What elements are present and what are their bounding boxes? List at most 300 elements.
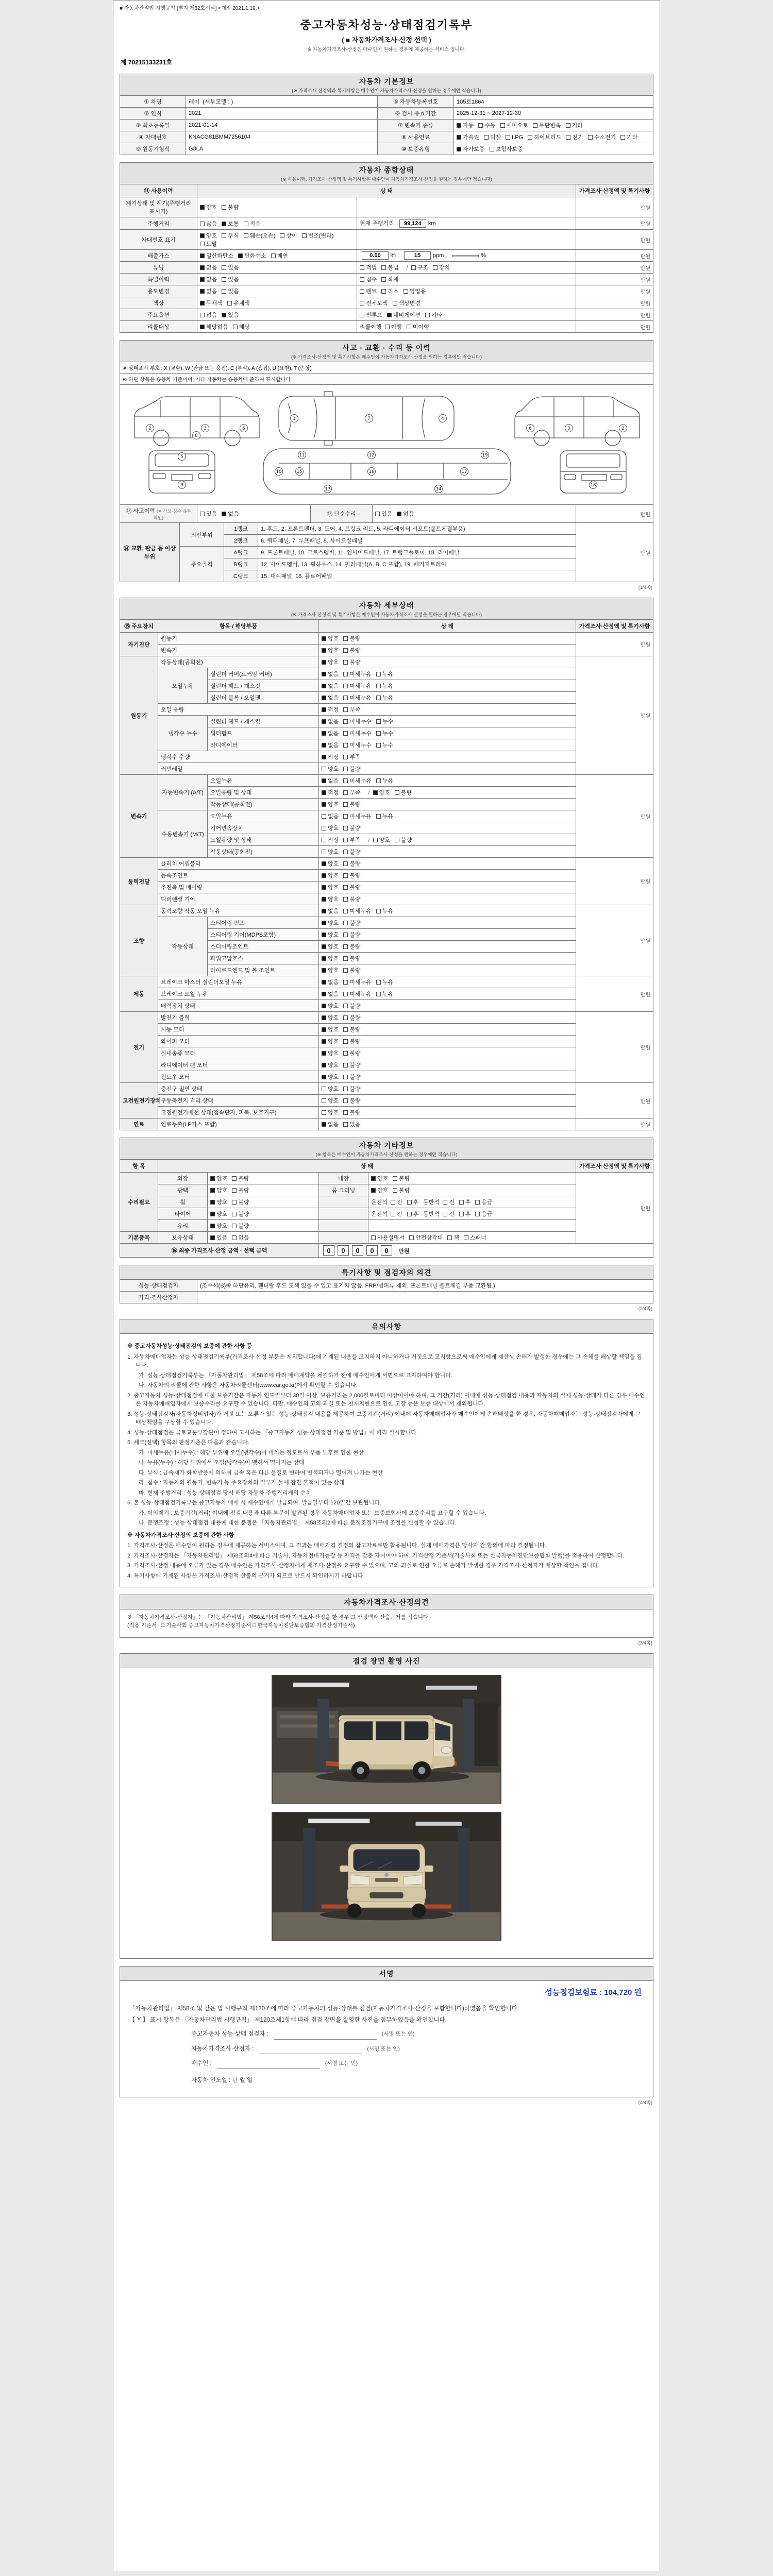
checkbox-option[interactable]	[360, 275, 377, 283]
value-box	[452, 255, 479, 257]
checkbox-label: 없음	[206, 312, 217, 318]
checkbox-option[interactable]	[343, 682, 372, 690]
signature-blank[interactable]	[259, 2044, 362, 2054]
checkbox-option[interactable]	[360, 311, 382, 319]
note-paragraph: 2. 가격조사·산정자는 「자동차관리법」 제58조의4에 따른 기술사, 자동차정비기능장 등 자격을 갖춘 자이어야 하며, 가격산정 기준서(기술사회 또는 한국자동차진단보증협회 발행)를 적용하여 산정합니다.	[127, 1552, 625, 1559]
checkbox-option[interactable]	[343, 800, 360, 808]
checkbox-option[interactable]	[343, 824, 360, 832]
checkbox-label: 미세누수	[349, 719, 372, 725]
checkbox-label: 누유	[382, 814, 394, 820]
checkbox-option[interactable]	[222, 203, 239, 211]
checkbox-checked-icon	[200, 289, 205, 294]
checkbox-option[interactable]	[343, 990, 372, 998]
device-item: 클러치 어셈블리	[158, 858, 319, 870]
checkbox-icon	[376, 696, 381, 700]
device-item: 충전구 절연 상태	[158, 1083, 319, 1095]
device-item: 추진축 및 베어링	[158, 882, 319, 893]
checkbox-option[interactable]	[322, 753, 339, 761]
checkbox-option[interactable]	[457, 133, 479, 141]
checkbox-label: 누수	[382, 719, 394, 725]
checkbox-option[interactable]	[343, 729, 372, 737]
device-item: 등속조인트	[158, 870, 319, 882]
checkbox-label: 없음	[328, 695, 339, 701]
checkbox-option[interactable]	[533, 121, 561, 129]
checkbox-label: 양호	[328, 1039, 339, 1045]
checkbox-option[interactable]	[376, 682, 393, 690]
detail-row	[120, 1107, 653, 1118]
checkbox-checked-icon	[322, 944, 326, 949]
checkbox-option[interactable]	[343, 658, 360, 666]
checkbox-label: 불량	[349, 636, 361, 642]
checkbox-option[interactable]	[407, 323, 429, 331]
checkbox-label: 없음	[328, 683, 339, 689]
checkbox-option[interactable]	[343, 954, 360, 962]
checkbox-option[interactable]	[343, 753, 360, 761]
item-label: 튜닝	[120, 262, 197, 274]
checkbox-icon	[322, 1098, 326, 1103]
checkbox-option[interactable]	[322, 919, 339, 927]
checkbox-option[interactable]	[200, 263, 217, 272]
checkbox-option[interactable]	[360, 287, 377, 295]
checkbox-option[interactable]	[322, 990, 339, 998]
checkbox-option[interactable]	[322, 705, 339, 714]
checkbox-label: 누수	[382, 731, 394, 737]
checkbox-option[interactable]	[322, 646, 339, 654]
accident-history-row	[120, 505, 653, 523]
checkbox-option[interactable]	[343, 836, 360, 844]
checkbox-option[interactable]	[343, 895, 360, 903]
checkbox-option[interactable]	[322, 1037, 339, 1045]
checkbox-option[interactable]	[210, 1186, 227, 1194]
field-label: ① 차명	[120, 96, 186, 108]
checkbox-option[interactable]	[322, 788, 339, 796]
checkbox-option[interactable]	[244, 219, 261, 228]
checkbox-option[interactable]	[343, 907, 372, 915]
checkbox-option[interactable]	[322, 682, 339, 690]
checkbox-option[interactable]	[343, 646, 360, 654]
checkbox-option[interactable]	[232, 1198, 249, 1206]
detail-row	[120, 763, 653, 775]
checkbox-option[interactable]	[200, 203, 217, 211]
checkbox-label: 누유	[382, 991, 394, 997]
checkbox-option[interactable]	[200, 219, 217, 228]
checkbox-option[interactable]	[393, 299, 421, 307]
checkbox-option[interactable]	[322, 1013, 339, 1022]
checkbox-option[interactable]	[222, 510, 239, 518]
checkbox-option[interactable]	[343, 741, 372, 749]
note-paragraph: 가. 미세누유(미세누수) : 해당 부위에 오일(냉각수)이 비치는 정도로서 부품 노후로 인한 현상	[139, 1449, 364, 1456]
checkbox-option[interactable]	[232, 1174, 249, 1182]
checkbox-option[interactable]	[322, 966, 339, 974]
checkbox-option[interactable]	[322, 765, 339, 773]
checkbox-label: 있음	[381, 511, 393, 517]
checkbox-option[interactable]	[376, 717, 393, 725]
checkbox-option[interactable]	[222, 311, 239, 319]
checkbox-option[interactable]	[343, 1084, 360, 1093]
checkbox-option[interactable]	[464, 1233, 486, 1242]
checkbox-option[interactable]	[322, 776, 339, 785]
checkbox-option[interactable]	[425, 311, 442, 319]
checkbox-option[interactable]	[343, 919, 360, 927]
checkbox-option[interactable]	[404, 287, 426, 295]
checkbox-option[interactable]	[381, 263, 398, 272]
checkbox-option[interactable]	[322, 871, 339, 879]
checkbox-option[interactable]	[343, 776, 372, 785]
state-cell	[197, 217, 357, 230]
checkbox-icon	[227, 301, 232, 306]
checkbox-icon	[322, 1110, 326, 1115]
checkbox-option[interactable]	[443, 1210, 455, 1218]
checkbox-option[interactable]	[376, 812, 393, 820]
checkbox-option[interactable]	[381, 275, 398, 283]
page-marker: (1/4쪽)	[638, 585, 652, 590]
checkbox-option[interactable]	[232, 1210, 249, 1218]
checkbox-label: 전	[449, 1211, 455, 1217]
price-digit: 0	[323, 1245, 334, 1256]
checkbox-option[interactable]	[322, 1084, 339, 1093]
price-cell: 만원	[576, 321, 653, 333]
checkbox-option[interactable]	[457, 145, 485, 153]
checkbox-icon	[232, 1224, 237, 1228]
checkbox-option[interactable]	[210, 1174, 227, 1182]
checkbox-icon	[343, 838, 348, 842]
checkbox-option[interactable]	[457, 121, 474, 129]
checkbox-option[interactable]	[227, 299, 250, 307]
checkbox-option[interactable]	[343, 966, 360, 974]
checkbox-option[interactable]	[376, 907, 393, 915]
checkbox-option[interactable]	[322, 693, 339, 702]
handover-date-line: 자동차 인도일 : 년 월 일	[191, 2077, 253, 2084]
signature-blank[interactable]	[217, 2059, 320, 2069]
remark-row	[120, 1280, 653, 1292]
checkbox-option[interactable]	[232, 1233, 249, 1242]
section-misc: 자동차 기타정보 (※ 항목은 매수인이 자동차가격조사·산정을 원하는 경우에만 적습니다)	[120, 1138, 653, 1160]
checkbox-option[interactable]	[233, 323, 250, 331]
checkbox-option[interactable]	[447, 1233, 459, 1242]
checkbox-label: 유채색	[233, 300, 250, 307]
checkbox-option[interactable]	[395, 836, 412, 844]
device-item: 작동상태(공회전)	[208, 799, 319, 810]
checkbox-option[interactable]	[566, 121, 583, 129]
checkbox-option[interactable]	[588, 133, 616, 141]
extra-cell	[357, 217, 576, 230]
checkbox-option[interactable]	[411, 263, 428, 272]
checkbox-option[interactable]	[343, 942, 360, 951]
rank-row	[120, 523, 653, 535]
checkbox-icon	[322, 1087, 326, 1091]
checkbox-option[interactable]	[393, 1186, 410, 1194]
checkbox-label: 양호	[328, 766, 339, 772]
checkbox-option[interactable]	[343, 670, 372, 678]
checkbox-option[interactable]	[238, 251, 266, 260]
checkbox-option[interactable]	[343, 1096, 360, 1105]
field-value	[186, 131, 378, 143]
checkbox-option[interactable]	[343, 812, 372, 820]
checkbox-option[interactable]	[200, 311, 217, 319]
checkbox-checked-icon	[322, 933, 326, 937]
checkbox-label: 스패너	[469, 1235, 486, 1241]
checkbox-option[interactable]	[343, 978, 372, 986]
checkbox-option[interactable]	[222, 287, 239, 295]
checkbox-option[interactable]	[343, 1073, 360, 1081]
checkbox-option[interactable]	[343, 859, 360, 868]
checkbox-label: 양호	[216, 1176, 228, 1182]
checkbox-option[interactable]	[322, 848, 339, 856]
checkbox-option[interactable]	[343, 1108, 360, 1116]
checkbox-option[interactable]	[360, 263, 377, 272]
device-item: 시동 모터	[158, 1024, 319, 1036]
section-accident: 사고 · 교환 · 수리 등 이력 (※ 가격조사·산정액 및 특기사항은 매수인이 자동차가격조사·산정을 원하는 경우에만 적습니다)	[120, 340, 653, 362]
checkbox-option[interactable]	[271, 251, 288, 260]
checkbox-option[interactable]	[322, 836, 339, 844]
checkbox-option[interactable]	[343, 1061, 360, 1069]
checkbox-option[interactable]	[322, 812, 339, 820]
checkbox-label: 양호	[328, 1074, 339, 1080]
checkbox-option[interactable]	[322, 1002, 339, 1010]
checkbox-option[interactable]	[322, 658, 339, 666]
checkbox-label: 미세누유	[349, 683, 372, 689]
checkbox-option[interactable]	[343, 883, 360, 891]
checkbox-option[interactable]	[343, 765, 360, 773]
checkbox-option[interactable]	[371, 1233, 405, 1242]
checkbox-option[interactable]	[343, 717, 372, 725]
checkbox-option[interactable]	[343, 788, 360, 796]
device-item: 스티어링조인트	[208, 941, 319, 953]
checkbox-option[interactable]	[620, 133, 637, 141]
checkbox-option[interactable]	[343, 1049, 360, 1057]
checkbox-option[interactable]	[343, 871, 360, 879]
checkbox-option[interactable]	[322, 942, 339, 951]
checkbox-option[interactable]	[244, 231, 276, 240]
checkbox-option[interactable]	[322, 978, 339, 986]
checkbox-option[interactable]	[376, 693, 393, 702]
checkbox-option[interactable]	[200, 275, 217, 283]
checkbox-option[interactable]	[376, 670, 393, 678]
checkbox-option[interactable]	[381, 287, 398, 295]
checkbox-label: 양호	[206, 233, 217, 239]
checkbox-option[interactable]	[391, 1198, 402, 1206]
comprehensive-row	[120, 262, 653, 274]
checkbox-option[interactable]	[373, 788, 390, 796]
checkbox-option[interactable]	[322, 954, 339, 962]
checkbox-option[interactable]	[407, 1210, 419, 1218]
signature-blank[interactable]	[274, 2029, 377, 2039]
misc-group: 기본품목	[120, 1232, 158, 1244]
checkbox-icon	[222, 205, 226, 210]
detail-row	[120, 1083, 653, 1095]
rank-group: 외판부위	[180, 523, 224, 547]
svg-text:2: 2	[621, 426, 625, 431]
document-page	[113, 0, 660, 2571]
checkbox-option[interactable]	[343, 1025, 360, 1033]
checkbox-option[interactable]	[343, 693, 372, 702]
checkbox-icon	[360, 265, 364, 270]
checkbox-label: 양호	[328, 1110, 339, 1116]
device-item: 발전기 출력	[158, 1012, 319, 1024]
checkbox-option[interactable]	[322, 800, 339, 808]
checkbox-option[interactable]	[322, 634, 339, 642]
extra-cell	[357, 321, 576, 333]
checkbox-checked-icon	[200, 301, 205, 306]
checkbox-option[interactable]	[376, 990, 393, 998]
checkbox-option[interactable]	[322, 1096, 339, 1105]
checkbox-option[interactable]	[322, 1061, 339, 1069]
checkbox-option[interactable]	[322, 1073, 339, 1081]
checkbox-option[interactable]	[210, 1198, 227, 1206]
state-cell	[197, 230, 357, 250]
checkbox-option[interactable]	[200, 510, 217, 518]
checkbox-option[interactable]	[371, 1186, 388, 1194]
checkbox-option[interactable]	[376, 741, 393, 749]
checkbox-option[interactable]	[397, 510, 414, 518]
checkbox-option[interactable]	[322, 895, 339, 903]
checkbox-label: 후	[465, 1199, 471, 1206]
checkbox-checked-icon	[322, 980, 326, 985]
checkbox-option[interactable]	[222, 263, 239, 272]
price-cell: 만원	[576, 505, 653, 523]
checkbox-icon	[343, 707, 348, 712]
checkbox-option[interactable]	[375, 510, 392, 518]
checkbox-option[interactable]	[322, 824, 339, 832]
checkbox-option[interactable]	[343, 1120, 360, 1128]
checkbox-option[interactable]	[459, 1210, 471, 1218]
checkbox-option[interactable]	[373, 836, 390, 844]
checkbox-option[interactable]	[322, 1049, 339, 1057]
col-header: 상 태	[158, 1160, 576, 1173]
checkbox-option[interactable]	[343, 1002, 360, 1010]
detail-row	[120, 751, 653, 763]
checkbox-option[interactable]	[385, 323, 402, 331]
checkbox-option[interactable]	[484, 133, 501, 141]
checkbox-icon	[433, 265, 438, 270]
checkbox-option[interactable]	[407, 1198, 419, 1206]
checkbox-icon	[360, 301, 364, 306]
checkbox-option[interactable]	[200, 299, 223, 307]
state-cell	[208, 1196, 319, 1208]
checkbox-option[interactable]	[200, 231, 217, 240]
checkbox-icon	[566, 135, 570, 140]
checkbox-option[interactable]	[280, 231, 297, 240]
state-cell	[197, 297, 357, 309]
checkbox-label: 전기	[572, 134, 583, 141]
checkbox-option[interactable]	[322, 859, 339, 868]
checkbox-icon	[393, 1176, 397, 1181]
checkbox-option[interactable]	[200, 240, 217, 248]
checkbox-option[interactable]	[343, 930, 360, 939]
checkbox-option[interactable]	[528, 133, 561, 141]
checkbox-option[interactable]	[210, 1210, 227, 1218]
checkbox-option[interactable]	[322, 741, 339, 749]
comprehensive-row	[120, 217, 653, 230]
checkbox-label: 부족	[349, 790, 361, 796]
final-price-value	[319, 1244, 653, 1258]
checkbox-icon	[343, 1087, 348, 1091]
checkbox-option[interactable]	[222, 219, 239, 228]
checkbox-option[interactable]	[322, 883, 339, 891]
checkbox-option[interactable]	[210, 1233, 227, 1242]
checkbox-option[interactable]	[232, 1222, 249, 1230]
checkbox-option[interactable]	[566, 133, 583, 141]
checkbox-icon	[343, 933, 348, 937]
state-cell	[319, 882, 576, 893]
checkbox-option[interactable]	[343, 634, 360, 642]
checkbox-option[interactable]	[409, 1233, 443, 1242]
checkbox-option[interactable]	[475, 1210, 492, 1218]
price-cell: 만원	[576, 274, 653, 285]
checkbox-option[interactable]	[376, 978, 393, 986]
checkbox-option[interactable]	[222, 275, 239, 283]
checkbox-option[interactable]	[343, 705, 360, 714]
checkbox-option[interactable]	[200, 287, 217, 295]
symbol-legend: ※ 상태표시 부호 : X (교환), W (판금 또는 용접), C (부식), A (흠집), U (요철), T (손상)	[120, 362, 653, 374]
checkbox-option[interactable]	[433, 263, 450, 272]
checkbox-option[interactable]	[500, 121, 529, 129]
device-item: 오일유량 및 상태	[208, 834, 319, 846]
checkbox-option[interactable]	[232, 1186, 249, 1194]
state-cell	[319, 1047, 576, 1059]
checkbox-option[interactable]	[393, 1174, 410, 1182]
device-item: 실린더 헤드 / 개스킷	[208, 716, 319, 727]
checkbox-icon	[395, 790, 399, 795]
checkbox-option[interactable]	[443, 1198, 455, 1206]
checkbox-option[interactable]	[376, 776, 393, 785]
checkbox-option[interactable]	[387, 311, 421, 319]
checkbox-option[interactable]	[391, 1210, 402, 1218]
checkbox-option[interactable]	[343, 1037, 360, 1045]
checkbox-option[interactable]	[459, 1198, 471, 1206]
checkbox-option[interactable]	[376, 729, 393, 737]
checkbox-option[interactable]	[322, 907, 339, 915]
checkbox-option[interactable]	[200, 251, 233, 260]
checkbox-option[interactable]	[475, 1198, 492, 1206]
checkbox-option[interactable]	[490, 145, 523, 153]
checkbox-checked-icon	[222, 512, 226, 516]
checkbox-option[interactable]	[478, 121, 495, 129]
state-cell	[368, 1220, 576, 1232]
state-cell	[319, 1059, 576, 1071]
note-paragraph: 4. 성능·상태점검은 국토교통부장관이 정하여 고시하는 「중고자동차 성능·상태점검 기준 및 방법」에 따라 실시합니다.	[127, 1429, 418, 1436]
checkbox-icon	[381, 289, 386, 294]
checkbox-option[interactable]	[371, 1174, 388, 1182]
checkbox-option[interactable]	[322, 930, 339, 939]
price-cell: 만원	[576, 1118, 653, 1130]
misc-row	[120, 1173, 653, 1184]
checkbox-option[interactable]	[200, 323, 228, 331]
checkbox-option[interactable]	[343, 1013, 360, 1022]
page-title: 중고자동차성능·상태점검기록부	[300, 19, 473, 31]
checkbox-icon	[200, 512, 205, 516]
checkbox-option[interactable]	[322, 729, 339, 737]
checkbox-icon	[475, 1200, 480, 1205]
checkbox-option[interactable]	[506, 134, 523, 141]
checkbox-option[interactable]	[302, 231, 334, 240]
detail-row	[120, 1118, 653, 1130]
checkbox-option[interactable]	[360, 299, 388, 307]
checkbox-option[interactable]	[343, 848, 360, 856]
checkbox-option[interactable]	[322, 717, 339, 725]
checkbox-option[interactable]	[322, 1108, 339, 1116]
checkbox-option[interactable]	[322, 670, 339, 678]
checkbox-label: 누유	[382, 695, 394, 701]
checkbox-option[interactable]	[322, 1120, 339, 1128]
checkbox-label: 있음	[228, 277, 239, 283]
checkbox-option[interactable]	[395, 788, 412, 796]
detail-row	[120, 1012, 653, 1024]
state-cell	[319, 1071, 576, 1083]
checkbox-option[interactable]	[222, 231, 239, 240]
checkbox-option[interactable]	[322, 1025, 339, 1033]
checkbox-option[interactable]	[210, 1222, 227, 1230]
